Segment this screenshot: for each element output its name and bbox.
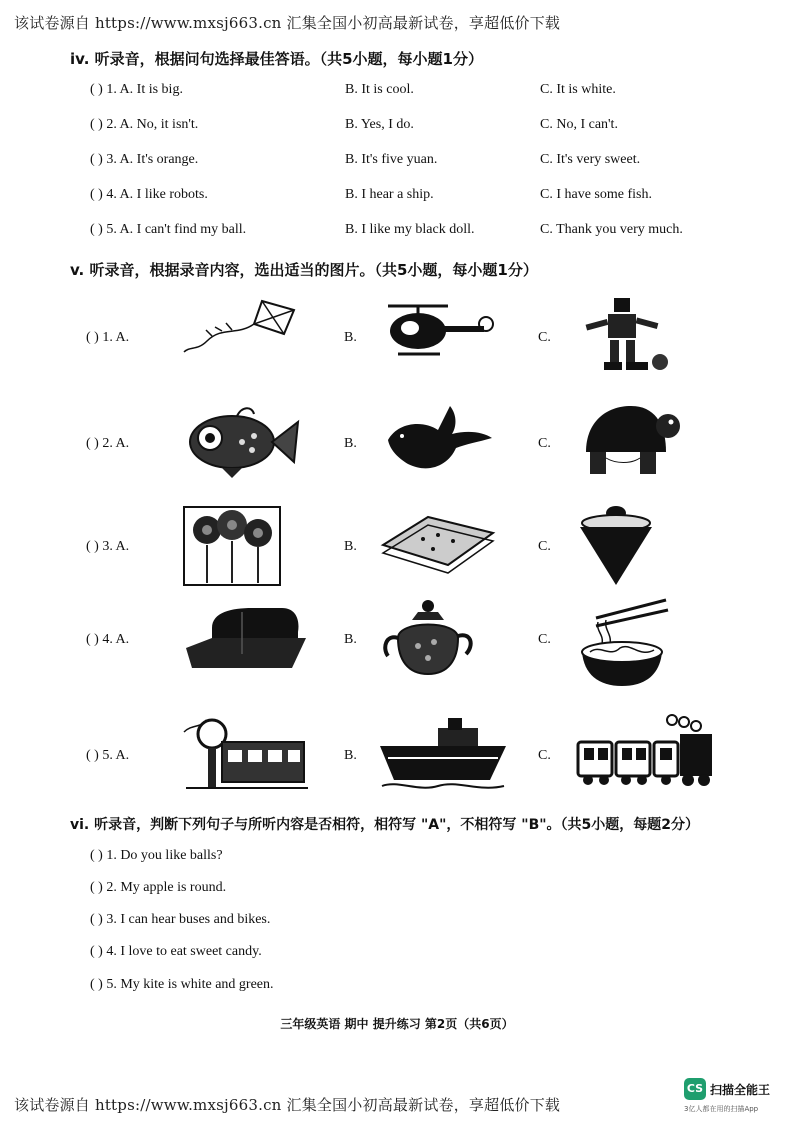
scanner-app-name: 扫描全能王 xyxy=(710,1083,771,1097)
option-b-label: B. xyxy=(344,539,357,554)
question-row xyxy=(90,152,730,174)
question-stem: ( ) 2. A. No, it isn't. xyxy=(90,117,199,132)
question-row xyxy=(90,117,730,139)
fish-icon xyxy=(182,402,302,482)
kite-icon xyxy=(182,296,302,366)
biscuits-icon xyxy=(378,505,498,575)
picture-question-label: ( ) 3. A. xyxy=(86,539,130,554)
option-c: C. It's very sweet. xyxy=(540,152,641,167)
question-stem: ( ) 1. A. It is big. xyxy=(90,82,183,97)
train-icon xyxy=(576,714,716,794)
turtle-icon xyxy=(576,402,686,482)
question-row xyxy=(90,187,730,209)
bus-station-icon xyxy=(182,714,312,794)
question-stem: ( ) 4. A. I like robots. xyxy=(90,187,208,202)
question-row xyxy=(90,82,730,104)
page-footer: 三年级英语 期中 提升练习 第2页（共6页） xyxy=(280,1017,514,1031)
dessert-icon xyxy=(576,505,666,587)
picture-question-row xyxy=(86,598,726,688)
question-row xyxy=(90,222,730,244)
option-b: B. I hear a ship. xyxy=(345,187,434,202)
picture-question-label: ( ) 4. A. xyxy=(86,632,130,647)
teapot-icon xyxy=(378,598,478,683)
option-c-label: C. xyxy=(538,539,551,554)
cs-logo-icon: CS xyxy=(684,1078,706,1100)
option-c-label: C. xyxy=(538,436,551,451)
option-b-label: B. xyxy=(344,632,357,647)
section-v-title: v. 听录音，根据录音内容，选出适当的图片。（共5小题，每小题1分） xyxy=(70,261,538,279)
option-c: C. I have some fish. xyxy=(540,187,652,202)
helicopter-icon xyxy=(378,296,498,366)
flowers-icon xyxy=(182,505,282,587)
option-b-label: B. xyxy=(344,748,357,763)
question-stem: ( ) 5. A. I can't find my ball. xyxy=(90,222,247,237)
section-iv-title: iv. 听录音，根据问句选择最佳答语。（共5小题，每小题1分） xyxy=(70,50,483,68)
picture-question-label: ( ) 2. A. xyxy=(86,436,130,451)
robot-icon xyxy=(576,296,676,376)
option-c-label: C. xyxy=(538,330,551,345)
option-b-label: B. xyxy=(344,436,357,451)
option-c: C. No, I can't. xyxy=(540,117,618,132)
option-c-label: C. xyxy=(538,632,551,647)
true-false-item: ( ) 1. Do you like balls? xyxy=(90,848,223,863)
scanner-tagline: 3亿人都在用的扫描App xyxy=(684,1105,759,1113)
true-false-item: ( ) 5. My kite is white and green. xyxy=(90,977,274,992)
option-c-label: C. xyxy=(538,748,551,763)
option-c: C. It is white. xyxy=(540,82,616,97)
picture-question-row xyxy=(86,505,726,595)
option-b-label: B. xyxy=(344,330,357,345)
option-c: C. Thank you very much. xyxy=(540,222,683,237)
picture-question-label: ( ) 1. A. xyxy=(86,330,130,345)
bread-icon xyxy=(182,598,312,678)
picture-question-row xyxy=(86,714,726,804)
true-false-item: ( ) 4. I love to eat sweet candy. xyxy=(90,944,262,959)
picture-question-row xyxy=(86,402,726,492)
true-false-item: ( ) 2. My apple is round. xyxy=(90,880,227,895)
section-vi-title: vi. 听录音，判断下列句子与所听内容是否相符，相符写 "A"，不相符写 "B"。（共5小题，每题2分） xyxy=(70,817,700,833)
picture-question-label: ( ) 5. A. xyxy=(86,748,130,763)
picture-question-row xyxy=(86,296,726,386)
option-b: B. It is cool. xyxy=(345,82,414,97)
true-false-item: ( ) 3. I can hear buses and bikes. xyxy=(90,912,271,927)
scanner-logo xyxy=(684,1078,784,1116)
option-b: B. Yes, I do. xyxy=(345,117,414,132)
watermark-top: 该试卷源自 https://www.mxsj663.cn 汇集全国小初高最新试卷，享超低价下载 xyxy=(14,14,561,32)
question-stem: ( ) 3. A. It's orange. xyxy=(90,152,199,167)
option-b: B. I like my black doll. xyxy=(345,222,475,237)
watermark-bottom: 该试卷源自 https://www.mxsj663.cn 汇集全国小初高最新试卷，享超低价下载 xyxy=(14,1096,561,1114)
noodles-icon xyxy=(576,598,676,698)
bird-icon xyxy=(378,402,498,482)
option-b: B. It's five yuan. xyxy=(345,152,438,167)
ship-icon xyxy=(378,714,508,794)
